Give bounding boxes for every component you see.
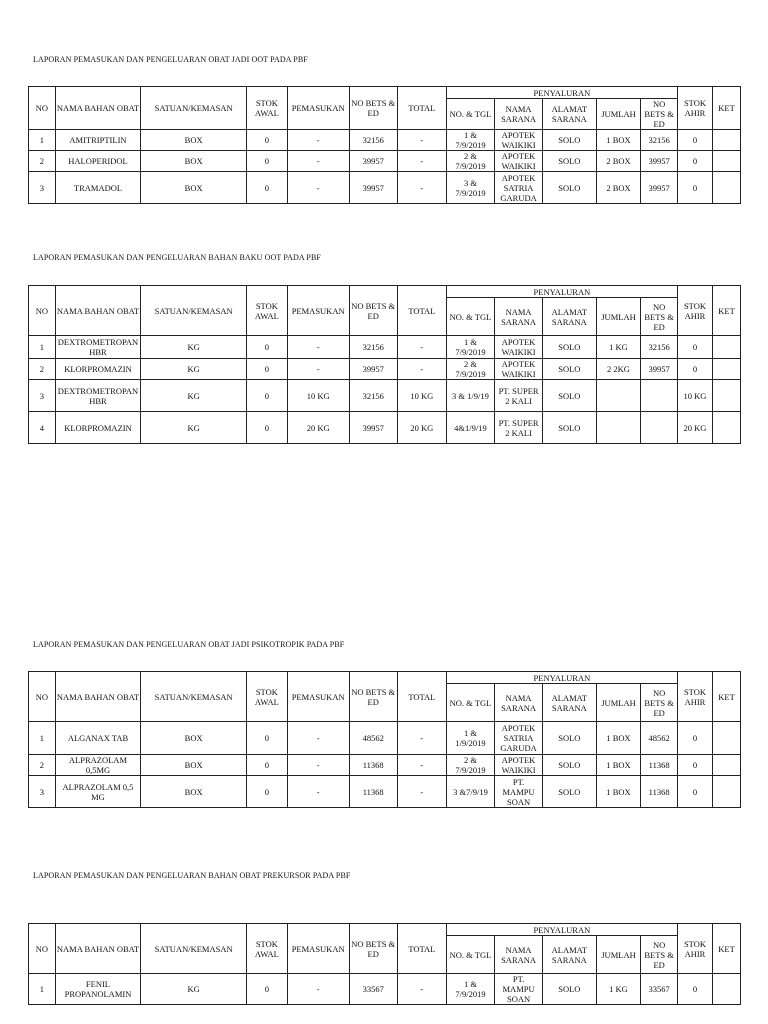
cell-jumlah: 1 KG (596, 974, 641, 1005)
cell-no-tgl: 1 & 1/9/2019 (446, 722, 494, 755)
cell-no-tgl: 1 & 7/9/2019 (446, 974, 494, 1005)
header-no-bets: NO BETS & ED (349, 924, 397, 974)
cell-stok-ahir: 0 (677, 776, 712, 808)
cell-total: - (397, 755, 446, 776)
header-nama-sarana: NAMA SARANA (495, 936, 543, 974)
cell-ket (713, 722, 741, 755)
header-no-bets: NO BETS & ED (349, 87, 397, 130)
cell-nama-bahan: HALOPERIDOL (55, 151, 141, 172)
header-no: NO (29, 87, 56, 130)
table-row (29, 722, 741, 755)
cell-alamat-sarana: SOLO (543, 412, 596, 444)
cell-no-bets: 32156 (349, 130, 397, 151)
cell-no-bets: 39957 (349, 172, 397, 204)
header-no-tgl: NO. & TGL (446, 684, 494, 722)
cell-ket (713, 755, 741, 776)
cell-total: - (397, 974, 446, 1005)
cell-satuan: BOX (141, 755, 247, 776)
cell-nama-sarana: PT. MAMPU SOAN (495, 974, 543, 1005)
header-penyaluran: PENYALURAN (446, 87, 677, 99)
cell-alamat-sarana: SOLO (543, 722, 596, 755)
cell-stok-ahir: 0 (677, 336, 712, 359)
cell-total: - (397, 130, 446, 151)
cell-no-bets: 48562 (349, 722, 397, 755)
cell-bets-ed: 32156 (641, 130, 677, 151)
cell-stok-ahir: 0 (677, 755, 712, 776)
cell-ket (713, 336, 741, 359)
cell-stok-awal: 0 (247, 172, 288, 204)
cell-jumlah: 2 BOX (596, 151, 641, 172)
cell-no: 4 (29, 412, 56, 444)
cell-no: 2 (29, 755, 56, 776)
cell-ket (713, 172, 741, 204)
header-no-tgl: NO. & TGL (446, 99, 494, 130)
table-row (29, 974, 741, 1005)
cell-bets-ed: 32156 (641, 336, 677, 359)
header-stok-awal: STOK AWAL (247, 87, 288, 130)
cell-alamat-sarana: SOLO (543, 380, 596, 412)
cell-bets-ed: 39957 (641, 359, 677, 380)
cell-jumlah (596, 380, 641, 412)
cell-stok-ahir: 0 (677, 359, 712, 380)
cell-total: - (397, 722, 446, 755)
cell-stok-ahir: 0 (677, 722, 712, 755)
header-penyaluran: PENYALURAN (446, 672, 677, 684)
cell-no-tgl: 3 & 7/9/2019 (446, 172, 494, 204)
cell-no-tgl: 3 &7/9/19 (446, 776, 494, 808)
cell-nama-bahan: ALGANAX TAB (55, 722, 141, 755)
cell-no: 1 (29, 336, 56, 359)
cell-stok-ahir: 0 (677, 130, 712, 151)
header-no-bets: NO BETS & ED (349, 286, 397, 336)
cell-jumlah: 1 BOX (596, 130, 641, 151)
cell-total: - (397, 336, 446, 359)
cell-nama-sarana: APOTEK WAIKIKI (495, 130, 543, 151)
cell-stok-awal: 0 (247, 130, 288, 151)
cell-no-tgl: 4&1/9/19 (446, 412, 494, 444)
cell-nama-sarana: APOTEK WAIKIKI (495, 755, 543, 776)
header-penyaluran: PENYALURAN (446, 924, 677, 936)
cell-ket (713, 412, 741, 444)
cell-nama-sarana: PT. MAMPU SOAN (495, 776, 543, 808)
cell-stok-awal: 0 (247, 755, 288, 776)
cell-no-tgl: 2 & 7/9/2019 (446, 359, 494, 380)
cell-stok-ahir: 10 KG (677, 380, 712, 412)
cell-pemasukan: 10 KG (287, 380, 349, 412)
cell-pemasukan: - (287, 974, 349, 1005)
header-no-bets-ed: NO BETS & ED (641, 684, 677, 722)
header-jumlah: JUMLAH (596, 936, 641, 974)
cell-satuan: KG (141, 974, 247, 1005)
cell-nama-bahan: TRAMADOL (55, 172, 141, 204)
cell-satuan: KG (141, 380, 247, 412)
cell-satuan: KG (141, 412, 247, 444)
cell-ket (713, 359, 741, 380)
cell-nama-bahan: DEXTROMETROPAN HBR (55, 380, 141, 412)
header-no-bets-ed: NO BETS & ED (641, 298, 677, 336)
header-nama-sarana: NAMA SARANA (495, 684, 543, 722)
cell-alamat-sarana: SOLO (543, 130, 596, 151)
cell-satuan: KG (141, 336, 247, 359)
cell-stok-awal: 0 (247, 151, 288, 172)
cell-no-tgl: 2 & 7/9/2019 (446, 755, 494, 776)
header-satuan: SATUAN/KEMASAN (141, 286, 247, 336)
table-row (29, 172, 741, 204)
cell-no-tgl: 2 & 7/9/2019 (446, 151, 494, 172)
cell-ket (713, 380, 741, 412)
cell-stok-awal: 0 (247, 722, 288, 755)
cell-pemasukan: - (287, 130, 349, 151)
section-title-psikotropik: LAPORAN PEMASUKAN DAN PENGELUARAN OBAT JADI PSIKOTROPIK PADA PBF (33, 640, 345, 649)
cell-no: 1 (29, 130, 56, 151)
cell-bets-ed: 39957 (641, 151, 677, 172)
header-pemasukan: PEMASUKAN (287, 672, 349, 722)
cell-ket (713, 130, 741, 151)
cell-no: 3 (29, 776, 56, 808)
table-row (29, 776, 741, 808)
header-nama-sarana: NAMA SARANA (495, 298, 543, 336)
cell-no-bets: 11368 (349, 776, 397, 808)
cell-no: 2 (29, 359, 56, 380)
cell-stok-ahir: 0 (677, 172, 712, 204)
header-nama-bahan: NAMA BAHAN OBAT (55, 672, 141, 722)
table-row (29, 151, 741, 172)
cell-jumlah: 1 BOX (596, 776, 641, 808)
cell-nama-sarana: APOTEK SATRIA GARUDA (495, 722, 543, 755)
cell-satuan: BOX (141, 151, 247, 172)
section-title-prekursor: LAPORAN PEMASUKAN DAN PENGELUARAN BAHAN OBAT PREKURSOR PADA PBF (33, 871, 351, 880)
cell-nama-bahan: KLORPROMAZIN (55, 359, 141, 380)
cell-no: 2 (29, 151, 56, 172)
cell-pemasukan: - (287, 336, 349, 359)
cell-alamat-sarana: SOLO (543, 336, 596, 359)
cell-stok-awal: 0 (247, 776, 288, 808)
cell-bets-ed: 39957 (641, 172, 677, 204)
header-no-bets-ed: NO BETS & ED (641, 99, 677, 130)
header-ket: KET (713, 672, 741, 722)
table-row (29, 336, 741, 359)
cell-stok-awal: 0 (247, 336, 288, 359)
cell-total: - (397, 359, 446, 380)
cell-satuan: BOX (141, 172, 247, 204)
header-alamat-sarana: ALAMAT SARANA (543, 684, 596, 722)
header-no-tgl: NO. & TGL (446, 936, 494, 974)
cell-nama-bahan: DEXTROMETROPAN HBR (55, 336, 141, 359)
cell-no-tgl: 1 & 7/9/2019 (446, 130, 494, 151)
cell-alamat-sarana: SOLO (543, 974, 596, 1005)
header-no: NO (29, 672, 56, 722)
cell-no: 3 (29, 172, 56, 204)
header-no-bets-ed: NO BETS & ED (641, 936, 677, 974)
cell-alamat-sarana: SOLO (543, 776, 596, 808)
table-row (29, 359, 741, 380)
cell-nama-bahan: KLORPROMAZIN (55, 412, 141, 444)
header-stok-ahir: STOK AHIR (677, 87, 712, 130)
header-jumlah: JUMLAH (596, 684, 641, 722)
cell-ket (713, 151, 741, 172)
cell-no-bets: 11368 (349, 755, 397, 776)
cell-stok-awal: 0 (247, 412, 288, 444)
cell-nama-sarana: APOTEK WAIKIKI (495, 151, 543, 172)
cell-no-bets: 39957 (349, 359, 397, 380)
cell-total: 20 KG (397, 412, 446, 444)
header-penyaluran: PENYALURAN (446, 286, 677, 298)
table-row (29, 130, 741, 151)
table-row (29, 412, 741, 444)
cell-satuan: BOX (141, 776, 247, 808)
cell-nama-sarana: APOTEK WAIKIKI (495, 336, 543, 359)
cell-nama-sarana: APOTEK SATRIA GARUDA (495, 172, 543, 204)
cell-nama-bahan: ALPRAZOLAM 0,5MG (55, 755, 141, 776)
cell-total: - (397, 151, 446, 172)
cell-satuan: BOX (141, 722, 247, 755)
header-total: TOTAL (397, 672, 446, 722)
header-satuan: SATUAN/KEMASAN (141, 924, 247, 974)
cell-no-bets: 32156 (349, 336, 397, 359)
header-alamat-sarana: ALAMAT SARANA (543, 298, 596, 336)
cell-pemasukan: - (287, 776, 349, 808)
header-jumlah: JUMLAH (596, 298, 641, 336)
cell-no-bets: 32156 (349, 380, 397, 412)
cell-satuan: BOX (141, 130, 247, 151)
cell-pemasukan: - (287, 172, 349, 204)
cell-no-bets: 39957 (349, 412, 397, 444)
cell-stok-awal: 0 (247, 974, 288, 1005)
cell-ket (713, 974, 741, 1005)
cell-stok-ahir: 20 KG (677, 412, 712, 444)
cell-stok-awal: 0 (247, 359, 288, 380)
report-table-oot-bahan-baku (28, 285, 741, 444)
cell-pemasukan: - (287, 722, 349, 755)
cell-ket (713, 776, 741, 808)
cell-alamat-sarana: SOLO (543, 755, 596, 776)
header-alamat-sarana: ALAMAT SARANA (543, 936, 596, 974)
cell-bets-ed (641, 412, 677, 444)
cell-stok-ahir: 0 (677, 974, 712, 1005)
cell-bets-ed: 11368 (641, 755, 677, 776)
cell-no-bets: 33567 (349, 974, 397, 1005)
report-table-oot-obat-jadi (28, 86, 741, 204)
header-pemasukan: PEMASUKAN (287, 924, 349, 974)
report-table-prekursor (28, 923, 741, 1005)
cell-no: 1 (29, 974, 56, 1005)
header-pemasukan: PEMASUKAN (287, 286, 349, 336)
header-no: NO (29, 286, 56, 336)
table-row (29, 380, 741, 412)
cell-jumlah: 1 BOX (596, 755, 641, 776)
header-total: TOTAL (397, 286, 446, 336)
header-stok-awal: STOK AWAL (247, 672, 288, 722)
header-nama-sarana: NAMA SARANA (495, 99, 543, 130)
cell-bets-ed: 33567 (641, 974, 677, 1005)
cell-no: 1 (29, 722, 56, 755)
cell-no: 3 (29, 380, 56, 412)
cell-nama-sarana: APOTEK WAIKIKI (495, 359, 543, 380)
cell-nama-bahan: ALPRAZOLAM 0,5 MG (55, 776, 141, 808)
cell-stok-ahir: 0 (677, 151, 712, 172)
cell-nama-bahan: AMITRIPTILIN (55, 130, 141, 151)
section-title-oot-bahan-baku: LAPORAN PEMASUKAN DAN PENGELUARAN BAHAN BAKU OOT PADA PBF (33, 253, 321, 262)
cell-total: - (397, 172, 446, 204)
cell-nama-bahan: FENIL PROPANOLAMIN (55, 974, 141, 1005)
header-ket: KET (713, 87, 741, 130)
cell-total: - (397, 776, 446, 808)
cell-pemasukan: - (287, 359, 349, 380)
cell-jumlah: 2 BOX (596, 172, 641, 204)
cell-stok-awal: 0 (247, 380, 288, 412)
cell-alamat-sarana: SOLO (543, 151, 596, 172)
header-nama-bahan: NAMA BAHAN OBAT (55, 924, 141, 974)
cell-pemasukan: - (287, 151, 349, 172)
header-no: NO (29, 924, 56, 974)
header-jumlah: JUMLAH (596, 99, 641, 130)
header-stok-ahir: STOK AHIR (677, 924, 712, 974)
header-ket: KET (713, 924, 741, 974)
cell-bets-ed (641, 380, 677, 412)
header-total: TOTAL (397, 87, 446, 130)
cell-nama-sarana: PT. SUPER 2 KALI (495, 380, 543, 412)
header-stok-ahir: STOK AHIR (677, 672, 712, 722)
header-nama-bahan: NAMA BAHAN OBAT (55, 87, 141, 130)
cell-jumlah: 2 2KG (596, 359, 641, 380)
cell-satuan: KG (141, 359, 247, 380)
cell-alamat-sarana: SOLO (543, 172, 596, 204)
header-satuan: SATUAN/KEMASAN (141, 672, 247, 722)
cell-alamat-sarana: SOLO (543, 359, 596, 380)
cell-no-tgl: 1 & 7/9/2019 (446, 336, 494, 359)
header-alamat-sarana: ALAMAT SARANA (543, 99, 596, 130)
cell-jumlah: 1 KG (596, 336, 641, 359)
cell-bets-ed: 11368 (641, 776, 677, 808)
cell-pemasukan: - (287, 755, 349, 776)
table-row (29, 755, 741, 776)
cell-pemasukan: 20 KG (287, 412, 349, 444)
cell-nama-sarana: PT. SUPER 2 KALI (495, 412, 543, 444)
header-stok-awal: STOK AWAL (247, 286, 288, 336)
section-title-oot-obat-jadi: LAPORAN PEMASUKAN DAN PENGELUARAN OBAT JADI OOT PADA PBF (33, 55, 308, 64)
cell-jumlah: 1 BOX (596, 722, 641, 755)
header-pemasukan: PEMASUKAN (287, 87, 349, 130)
report-table-psikotropik (28, 671, 741, 808)
header-satuan: SATUAN/KEMASAN (141, 87, 247, 130)
header-ket: KET (713, 286, 741, 336)
cell-bets-ed: 48562 (641, 722, 677, 755)
header-nama-bahan: NAMA BAHAN OBAT (55, 286, 141, 336)
header-no-tgl: NO. & TGL (446, 298, 494, 336)
header-stok-awal: STOK AWAL (247, 924, 288, 974)
header-no-bets: NO BETS & ED (349, 672, 397, 722)
header-total: TOTAL (397, 924, 446, 974)
header-stok-ahir: STOK AHIR (677, 286, 712, 336)
cell-no-bets: 39957 (349, 151, 397, 172)
cell-jumlah (596, 412, 641, 444)
cell-no-tgl: 3 & 1/9/19 (446, 380, 494, 412)
cell-total: 10 KG (397, 380, 446, 412)
